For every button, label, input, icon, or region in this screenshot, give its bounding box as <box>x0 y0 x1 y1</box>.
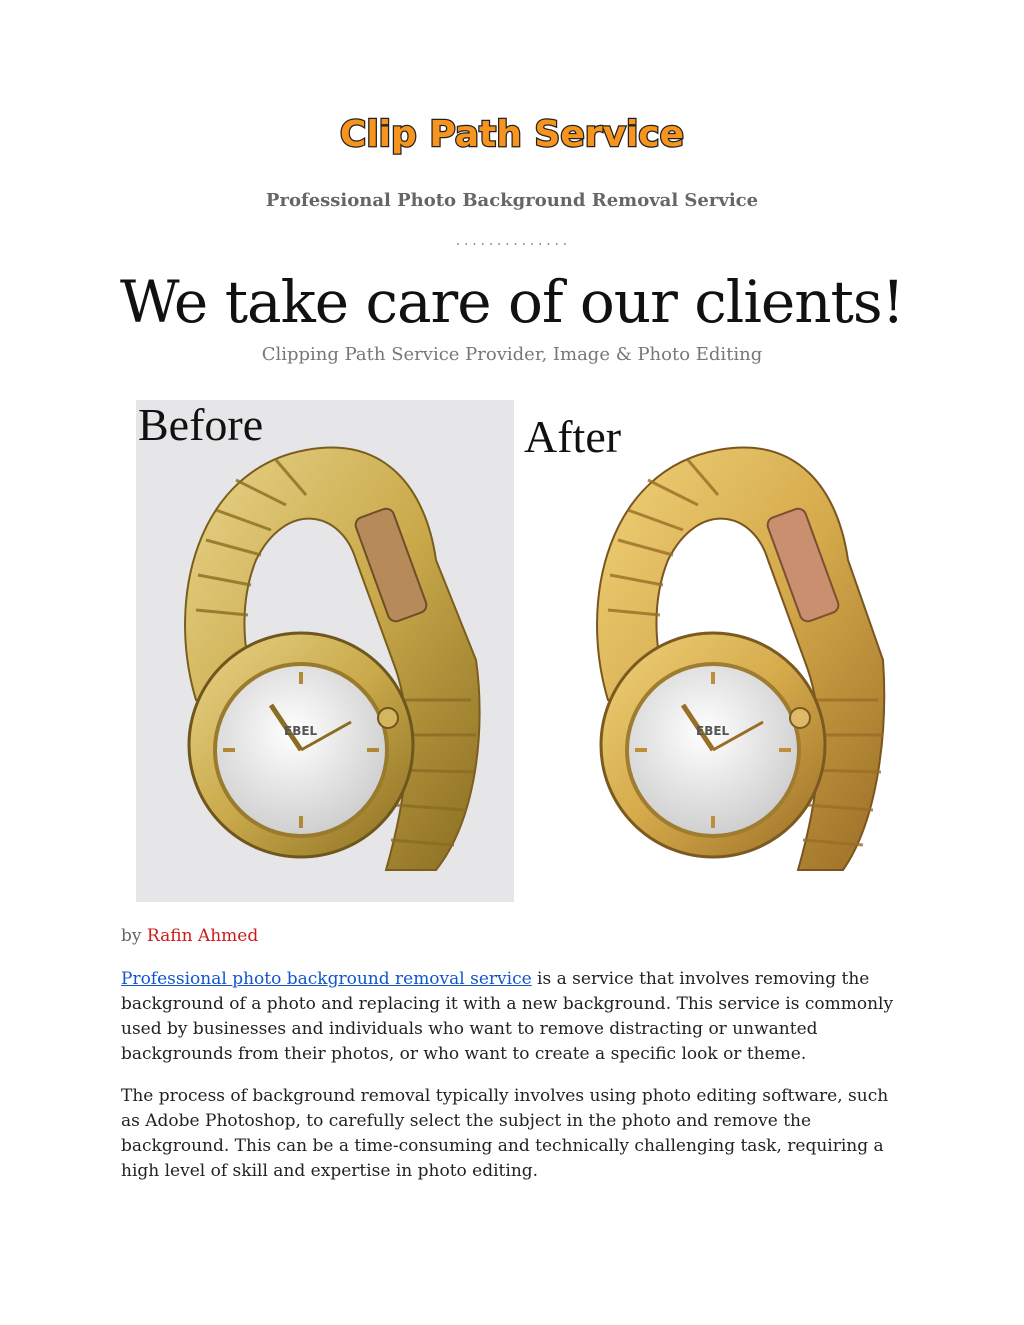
logo-wordmark <box>322 108 702 160</box>
logo-text: Clip Path Service <box>339 114 685 155</box>
site-logo[interactable] <box>0 108 1024 164</box>
after-label: After <box>524 411 622 462</box>
page-tagline: Clipping Path Service Provider, Image & Photo Editing <box>261 344 763 365</box>
article-paragraph-1 <box>121 967 911 1067</box>
before-after-watch-image <box>136 400 888 902</box>
service-link[interactable]: Professional photo background removal service <box>121 969 532 989</box>
before-brand-text: EBEL <box>284 724 318 738</box>
article-paragraph-2: The process of background removal typically involves using photo editing software, such as Adobe Photoshop, to carefully select the subject in the photo and remove the background. This can be a time-consuming and technically challenging task, requiring a high level of skill and expertise in photo editing. <box>121 1086 889 1181</box>
after-brand-text: EBEL <box>696 724 730 738</box>
page-headline: We take care of our clients! <box>120 268 904 336</box>
author-link[interactable]: Rafin Ahmed <box>146 926 259 946</box>
before-label: Before <box>138 400 264 450</box>
page-subtitle: Professional Photo Background Removal Service <box>265 190 759 211</box>
byline <box>121 926 258 946</box>
byline-prefix: by <box>121 926 142 946</box>
paragraph-1-text: is a service that involves removing the background of a photo and replacing it with a new background. This service is commonly used by businesses and individuals who want to remove distracting or unwanted backgrounds from their photos, or who want to create a specific look or theme. <box>121 969 894 1064</box>
separator-dots: .............. <box>454 234 570 248</box>
